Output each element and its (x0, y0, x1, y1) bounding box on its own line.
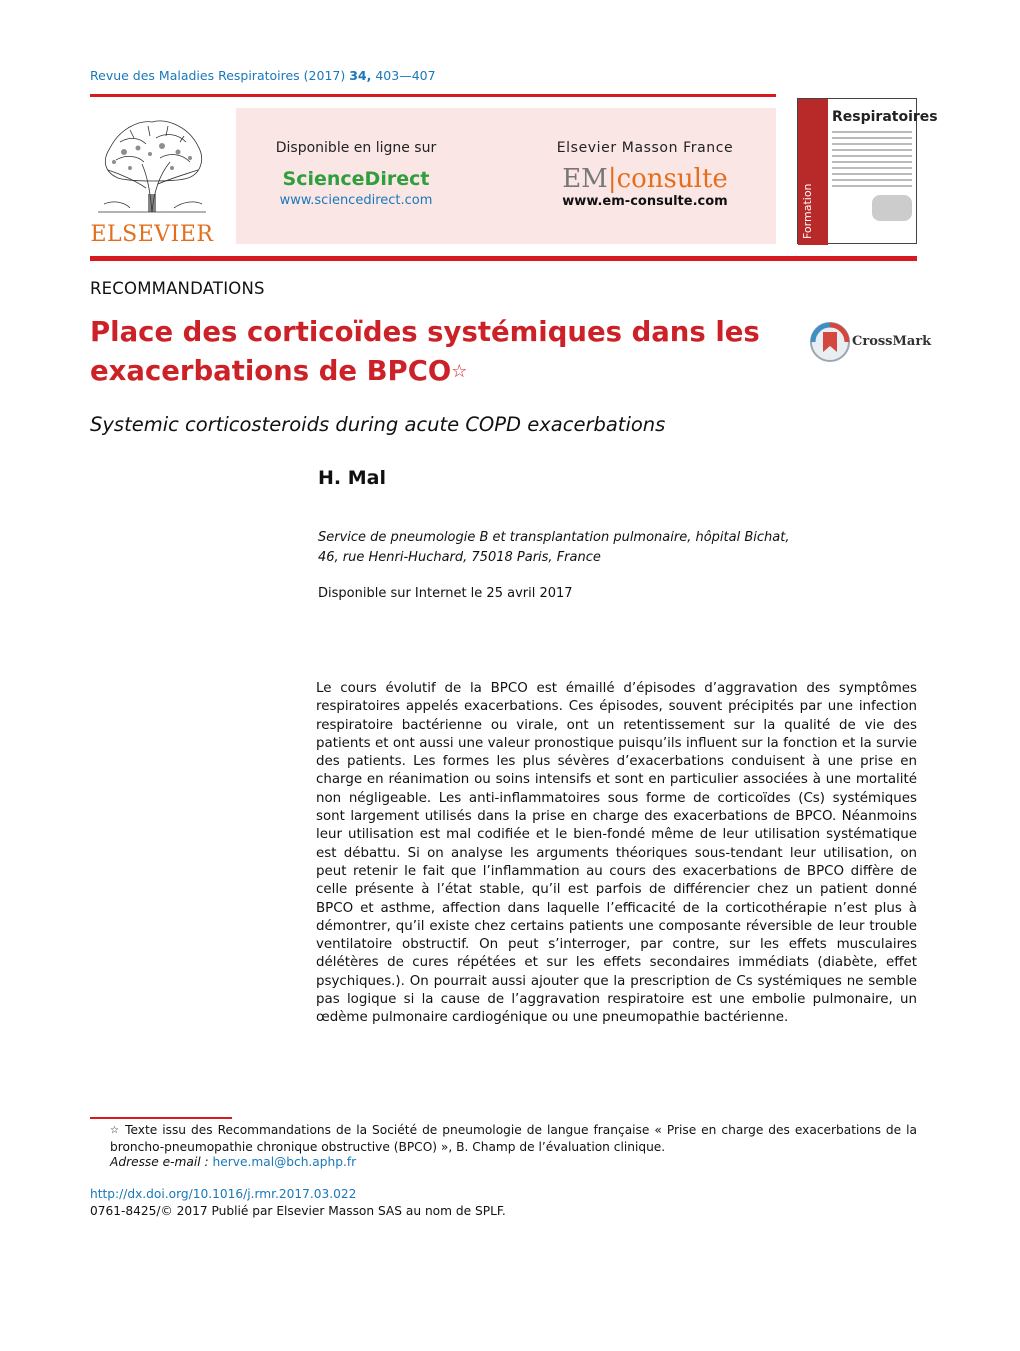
doi-link[interactable]: http://dx.doi.org/10.1016/j.rmr.2017.03.022 (90, 1187, 357, 1201)
email-label: Adresse e-mail : (110, 1155, 209, 1169)
emconsulte-block (540, 140, 750, 209)
affiliation-line-1: Service de pneumologie B et transplantation pulmonaire, hôpital Bichat, (318, 530, 790, 545)
emconsulte-link[interactable]: www.em-consulte.com (562, 194, 728, 209)
elsevier-wordmark: ELSEVIER (90, 222, 214, 247)
journal-cover-thumbnail[interactable] (797, 98, 938, 244)
availability-date: Disponible sur Internet le 25 avril 2017 (318, 586, 573, 601)
emconsulte-logo[interactable]: EM|consulte (562, 164, 728, 194)
header-top-rule (90, 94, 776, 97)
section-label: RECOMMANDATIONS (90, 279, 265, 298)
title-footnote (90, 1122, 917, 1156)
emconsulte-logo-em: EM (562, 164, 608, 194)
copyright-line: 0761-8425/© 2017 Publié par Elsevier Masson SAS au nom de SPLF. (90, 1204, 506, 1218)
sciencedirect-link[interactable]: www.sciencedirect.com (279, 193, 433, 208)
title-footnote-star-icon[interactable]: ☆ (451, 361, 468, 382)
article-subtitle-english: Systemic corticosteroids during acute COPD exacerbations (90, 413, 666, 436)
author-affiliation (318, 528, 838, 568)
journal-pages: 403—407 (375, 68, 436, 83)
crossmark-label[interactable]: CrossMark (852, 334, 932, 349)
journal-volume: 34, (349, 68, 372, 83)
footnote-text: Texte issu des Recommandations de la Société de pneumologie de langue française « Prise en charge des exacerbations de la broncho-pneumopathie chronique obstructive (BPCO) », B. Champ de l’évaluation clinique. (110, 1123, 918, 1154)
journal-citation[interactable] (90, 68, 436, 83)
sciencedirect-available-label: Disponible en ligne sur (275, 140, 437, 156)
sciencedirect-logo[interactable]: ScienceDirect (282, 168, 430, 190)
sciencedirect-block (236, 140, 476, 208)
affiliation-line-2: 46, rue Henri-Huchard, 75018 Paris, France (318, 550, 601, 565)
footnote-rule (90, 1117, 232, 1119)
journal-name: Revue des Maladies Respiratoires (2017) (90, 68, 346, 83)
author-name: H. Mal (318, 467, 386, 489)
cover-stripe-label: Formation (801, 183, 814, 239)
emconsulte-logo-consulte: consulte (616, 164, 728, 194)
article-title-text: Place des corticoïdes systémiques dans les exacerbations de BPCO (90, 316, 760, 387)
abstract-text: Le cours évolutif de la BPCO est émaillé d’épisodes d’aggravation des symptômes respiratoires appelés exacerbations. Ces épisodes, souvent précipités par une infection respiratoire bactérienne ou virale, ont un retentissement sur la qualité de vie des patients et ont aussi une valeur pronostique puisqu’ils influent sur la fonction et la survie des patients. Les formes les plus sévères d’exacerbations conduisent à une prise en charge en réanimation ou soins intensifs et sont en particulier associées à une mortalité non négligeable. Les anti-inflammatoires sous forme de corticoïdes (Cs) systémiques sont largement utilisés dans la prise en charge des exacerbations de BPCO. Néanmoins leur utilisation est mal codifiée et le bien-fondé même de leur utilisation systématique est débattu. Si on analyse les arguments théoriques sous-tendant leur utilisation, on peut retenir le fait que l’inflammation au cours des exacerbations de BPCO diffère de celle présente à l’état stable, qu’il est parfois de différencier chez un patient donné BPCO et asthme, affection dans laquelle l’efficacité de la corticothérapie n’est plus à démontrer, qu’il existe chez certains patients une composante réversible de leur trouble ventilatoire obstructif. On peut s’interroger, par contre, sur les effets musculaires délétères de cures répétées et sur les effets secondaires immédiats (diabète, effet psychiques.). On pourrait aussi ajouter que la prescription de Cs systémiques ne semble pas logique si la cause de l’aggravation respiratoire est une embolie pulmonaire, un œdème pulmonaire cardiogénique ou une pneumopathie bactérienne. (316, 681, 917, 1026)
article-title (90, 313, 770, 391)
author-email (110, 1155, 356, 1169)
footnote-star-icon: ☆ (110, 1125, 121, 1136)
emconsulte-heading: Elsevier Masson France (556, 140, 734, 156)
cover-title: Respiratoires (832, 109, 938, 125)
email-link[interactable]: herve.mal@bch.aphp.fr (212, 1155, 357, 1169)
cover-lung-image (872, 195, 912, 221)
cover-toc-lines (832, 131, 912, 191)
header-bottom-rule (90, 256, 917, 261)
